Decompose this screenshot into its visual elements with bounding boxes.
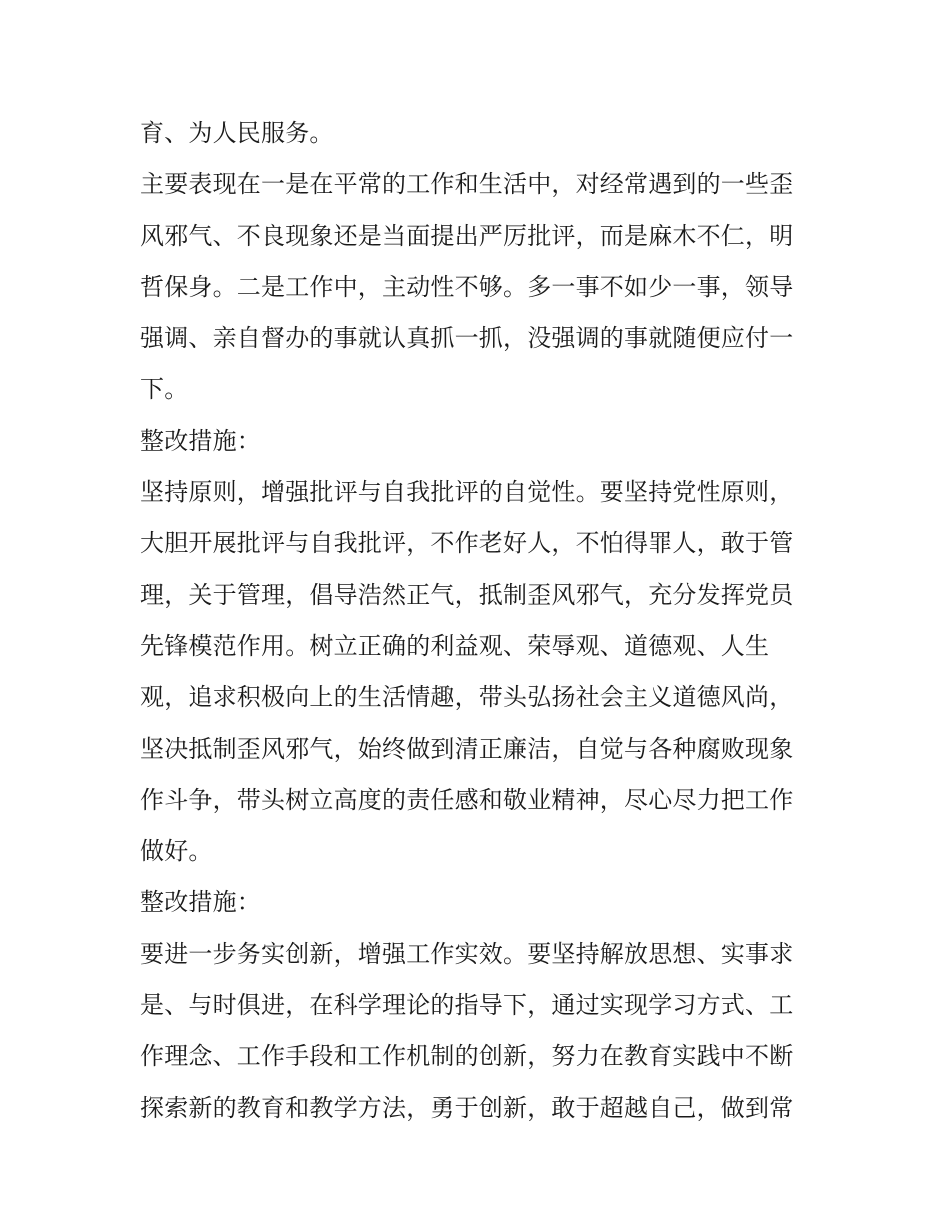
text-line: 育、为人民服务。: [140, 119, 334, 147]
text-line: 哲保身。二是工作中，主动性不够。多一事不如少一事，领导: [140, 272, 794, 301]
text-line: 下。: [140, 375, 189, 404]
text-line: 作斗争，带头树立高度的责任感和敬业精神，尽心尽力把工作: [140, 785, 794, 814]
text-line: 要进一步务实创新，增强工作实效。要坚持解放思想、实事求: [140, 939, 794, 968]
text-line: 强调、亲自督办的事就认真抓一抓，没强调的事就随便应付一: [140, 324, 794, 353]
text-line: 坚决抵制歪风邪气，始终做到清正廉洁，自觉与各种腐败现象: [140, 734, 794, 763]
text-line: 理，关于管理，倡导浩然正气，抵制歪风邪气，充分发挥党员: [140, 580, 794, 609]
text-line: 主要表现在一是在平常的工作和生活中，对经常遇到的一些歪: [140, 170, 794, 199]
text-line: 坚持原则，增强批评与自我批评的自觉性。要坚持党性原则，: [140, 478, 794, 507]
section-heading: 整改措施：: [140, 888, 261, 917]
text-line: 做好。: [140, 837, 213, 866]
text-line: 观，追求积极向上的生活情趣，带头弘扬社会主义道德风尚，: [140, 683, 794, 712]
text-line: 风邪气、不良现象还是当面提出严厉批评，而是麻木不仁，明: [140, 221, 794, 250]
text-line: 是、与时俱进，在科学理论的指导下，通过实现学习方式、工: [140, 991, 794, 1020]
document-body: [140, 108, 812, 1134]
text-line: 探索新的教育和教学方法，勇于创新，敢于超越自己，做到常: [140, 1093, 794, 1122]
text-line: 先锋模范作用。树立正确的利益观、荣辱观、道德观、人生: [140, 631, 770, 660]
section-heading: 整改措施：: [140, 426, 261, 455]
text-line: 作理念、工作手段和工作机制的创新，努力在教育实践中不断: [140, 1042, 794, 1071]
text-line: 大胆开展批评与自我批评，不作老好人，不怕得罪人，敢于管: [140, 529, 794, 558]
